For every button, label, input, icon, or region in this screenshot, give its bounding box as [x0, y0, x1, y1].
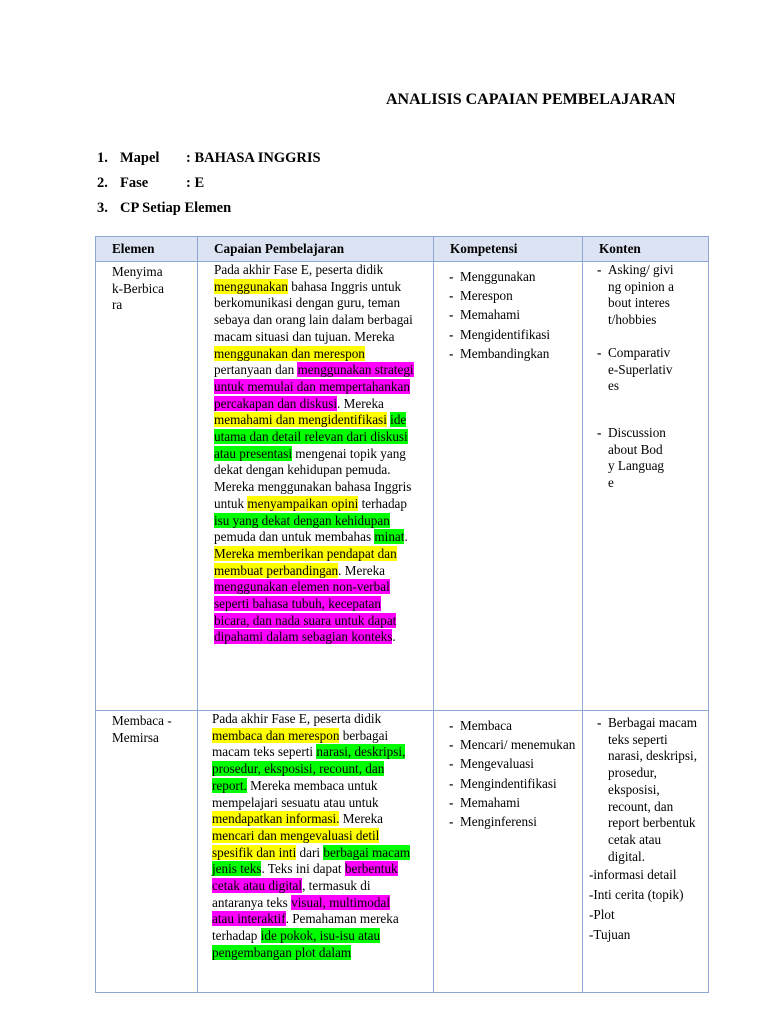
- text-run: . Pemahaman mereka terhadap: [212, 911, 399, 944]
- table-row: [96, 262, 709, 711]
- highlight-yel: mencari dan mengevaluasi detil spesifik dan inti: [212, 827, 380, 860]
- konten-extra-item: -informasi detail: [589, 867, 677, 883]
- highlight-grn: ide pokok, isu-isu atau pengembangan plot dalam: [212, 928, 381, 960]
- text-run: .: [392, 629, 396, 645]
- text-run: bahasa Inggris untuk berkomunikasi dengan guru, teman sebaya dan orang lain dalam berbagai macam situasi dan tujuan. Mereka: [214, 278, 413, 344]
- list-item: - Berbagai macam teks seperti narasi, deskripsi, prosedur, eksposisi, recount, dan report berbentuk cetak atau digital.: [597, 711, 698, 865]
- meta-number: 1.: [97, 150, 108, 166]
- meta-number: 3.: [97, 200, 108, 216]
- cell-konten: [583, 711, 709, 993]
- konten-extra: [589, 865, 708, 945]
- table-header-row: [96, 237, 709, 262]
- text-run: pemuda dan untuk membahas: [214, 529, 375, 545]
- meta-label: Mapel: [120, 150, 160, 166]
- text-run: Pada akhir Fase E, peserta didik: [212, 711, 382, 726]
- meta-fase: [97, 175, 204, 192]
- header-elemen: Elemen: [96, 237, 198, 262]
- header-kompetensi: Kompetensi: [434, 237, 583, 262]
- kompetensi-item: - Membaca: [449, 716, 581, 735]
- header-konten: Konten: [583, 237, 709, 262]
- elemen-text: Membaca - Memirsa: [112, 713, 172, 745]
- text-run: Mereka: [339, 811, 384, 827]
- highlight-mag: berbentuk cetak atau digital: [212, 861, 398, 894]
- cell-kompetensi: [434, 711, 583, 993]
- kompetensi-item: - Membandingkan: [449, 344, 581, 363]
- cell-elemen: [96, 711, 198, 993]
- text-run: Pada akhir Fase E, peserta didik: [214, 262, 384, 277]
- cell-capaian: [198, 711, 434, 993]
- meta-cp-elemen: [97, 200, 231, 217]
- capaian-text: [214, 262, 414, 646]
- kompetensi-item: - Memahami: [449, 793, 581, 812]
- highlight-yel: menggunakan dan merespon: [214, 345, 365, 361]
- text-run: mengenai topik yang dekat dengan kehidupan pemuda. Mereka menggunakan bahasa Inggris untuk: [214, 445, 412, 511]
- meta-label: CP Setiap Elemen: [120, 200, 232, 216]
- text-run: terhadap: [358, 495, 408, 511]
- highlight-grn: narasi, deskripsi, prosedur, eksposisi, recount, dan report.: [212, 744, 406, 793]
- cell-konten: [583, 262, 709, 711]
- highlight-yel: membaca dan merespon: [212, 727, 340, 743]
- kompetensi-list: [435, 263, 581, 363]
- kompetensi-item: - Mengindentifikasi: [449, 774, 581, 793]
- kompetensi-item: - Menginferensi: [449, 812, 581, 831]
- highlight-mag: visual, multimodal atau interaktif: [212, 894, 390, 927]
- text-run: Mereka membaca untuk mempelajari sesuatu atau untuk: [212, 777, 379, 810]
- text-run: . Mereka: [338, 562, 386, 578]
- cell-kompetensi: [434, 262, 583, 711]
- cp-table: [95, 236, 709, 993]
- highlight-mag: menggunakan strategi untuk memulai dan mempertahankan percakapan dan diskusi: [214, 362, 414, 411]
- highlight-mag: menggunakan elemen non-verbal seperti bahasa tubuh, kecepatan bicara, dan nada suara untuk dapat dipahami dalam sebagian konteks: [214, 579, 397, 645]
- text-run: , termasuk di antaranya teks: [212, 878, 371, 910]
- kompetensi-item: - Merespon: [449, 286, 581, 305]
- highlight-grn: isu yang dekat dengan kehidupan: [214, 512, 390, 528]
- header-capaian: Capaian Pembelajaran: [198, 237, 434, 262]
- kompetensi-item: - Memahami: [449, 305, 581, 324]
- kompetensi-list: [435, 712, 581, 831]
- meta-number: 2.: [97, 175, 108, 191]
- meta-value: : E: [186, 175, 205, 191]
- konten-extra-item: -Plot: [589, 907, 615, 923]
- text-run: . Teks ini dapat: [261, 861, 345, 877]
- meta-label: Fase: [120, 175, 149, 191]
- text-run: . Mereka: [337, 395, 384, 411]
- kompetensi-item: - Mencari/ menemukan: [449, 735, 581, 754]
- highlight-grn: minat: [374, 529, 405, 545]
- konten-extra-item: -Inti cerita (topik): [589, 887, 684, 903]
- table-row: [96, 711, 709, 993]
- highlight-yel: mendapatkan informasi.: [212, 811, 340, 827]
- highlight-yel: menyampaikan opini: [247, 495, 359, 511]
- highlight-grn: ide utama dan detail relevan dari diskusi atau presentasi: [214, 412, 408, 461]
- highlight-yel: menggunakan: [214, 278, 288, 294]
- elemen-text: Menyimak-Berbicara: [112, 264, 164, 313]
- list-item: - Discussion about Body Language: [597, 425, 668, 492]
- text-run: berbagai macam teks seperti: [212, 727, 389, 760]
- text-run: dari: [296, 844, 324, 860]
- kompetensi-item: - Mengevaluasi: [449, 754, 581, 773]
- meta-value: : BAHASA INGGRIS: [186, 150, 321, 166]
- page-title: ANALISIS CAPAIAN PEMBELAJARAN: [386, 91, 676, 108]
- list-item: - Asking/ giving opinion about interest/hobbies: [597, 262, 676, 329]
- capaian-text: [212, 711, 412, 962]
- list-item: - Comparative-Superlatives: [597, 345, 676, 395]
- konten-extra-item: -Tujuan: [589, 927, 631, 943]
- highlight-yel: Mereka memberikan pendapat dan membuat perbandingan: [214, 545, 397, 578]
- meta-mapel: [97, 150, 321, 167]
- text-run: pertanyaan dan: [214, 362, 298, 378]
- kompetensi-item: - Mengidentifikasi: [449, 325, 581, 344]
- highlight-grn: berbagai macam jenis teks: [212, 844, 411, 877]
- highlight-yel: memahami dan mengidentifikasi: [214, 412, 387, 428]
- kompetensi-item: - Menggunakan: [449, 267, 581, 286]
- cell-capaian: [198, 262, 434, 711]
- text-run: .: [404, 529, 408, 545]
- cell-elemen: [96, 262, 198, 711]
